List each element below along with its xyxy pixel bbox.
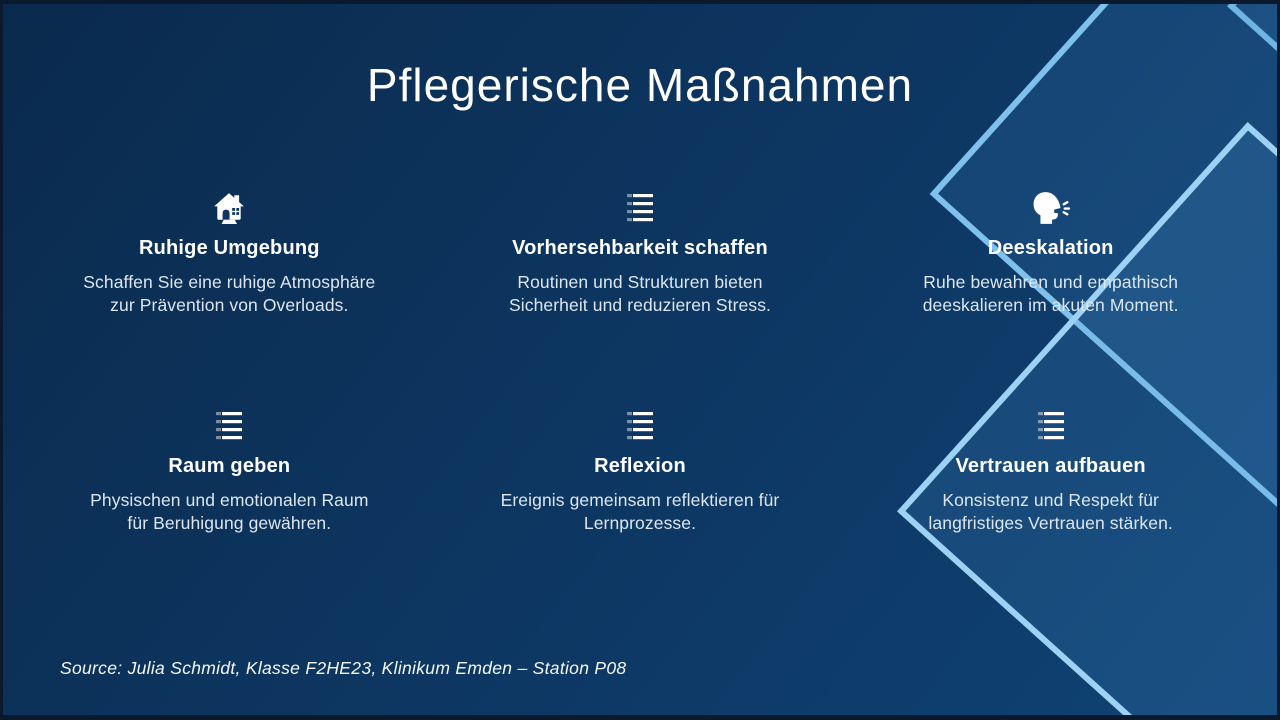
card-vorhersehbarkeit — [492, 190, 787, 408]
list-icon — [626, 190, 654, 226]
card-description: Physischen und emotionalen Raum für Beruhigung gewähren. — [90, 490, 369, 534]
house-icon — [212, 190, 246, 226]
measures-grid — [24, 190, 1256, 536]
source-line: Source: Julia Schmidt, Klasse F2HE23, Klinikum Emden – Station P08 — [60, 658, 627, 678]
card-title: Vorhersehbarkeit schaffen — [512, 237, 768, 259]
card-description: Schaffen Sie eine ruhige Atmosphäre zur Prävention von Overloads. — [83, 272, 376, 316]
card-reflexion — [492, 408, 787, 536]
list-icon — [215, 408, 243, 444]
card-description: Konsistenz und Respekt für langfristiges Vertrauen stärken. — [928, 490, 1173, 534]
card-deeskalation — [903, 190, 1198, 408]
list-icon — [626, 408, 654, 444]
card-title: Reflexion — [594, 455, 686, 477]
card-description: Ruhe bewahren und empathisch deeskalieren im akuten Moment. — [922, 272, 1179, 316]
card-title: Deeskalation — [987, 237, 1114, 259]
card-title: Ruhige Umgebung — [138, 237, 320, 259]
talking-head-icon — [1032, 190, 1070, 226]
card-raum-geben — [82, 408, 377, 536]
card-description: Ereignis gemeinsam reflektieren für Lernprozesse. — [500, 490, 780, 534]
card-title: Vertrauen aufbauen — [955, 455, 1146, 477]
card-description: Routinen und Strukturen bieten Sicherheit und reduzieren Stress. — [508, 272, 772, 316]
card-ruhige-umgebung — [82, 190, 377, 408]
card-vertrauen-aufbauen — [903, 408, 1198, 536]
list-icon — [1037, 408, 1065, 444]
card-title: Raum geben — [168, 455, 291, 477]
page-title: Pflegerische Maßnahmen — [366, 59, 914, 111]
